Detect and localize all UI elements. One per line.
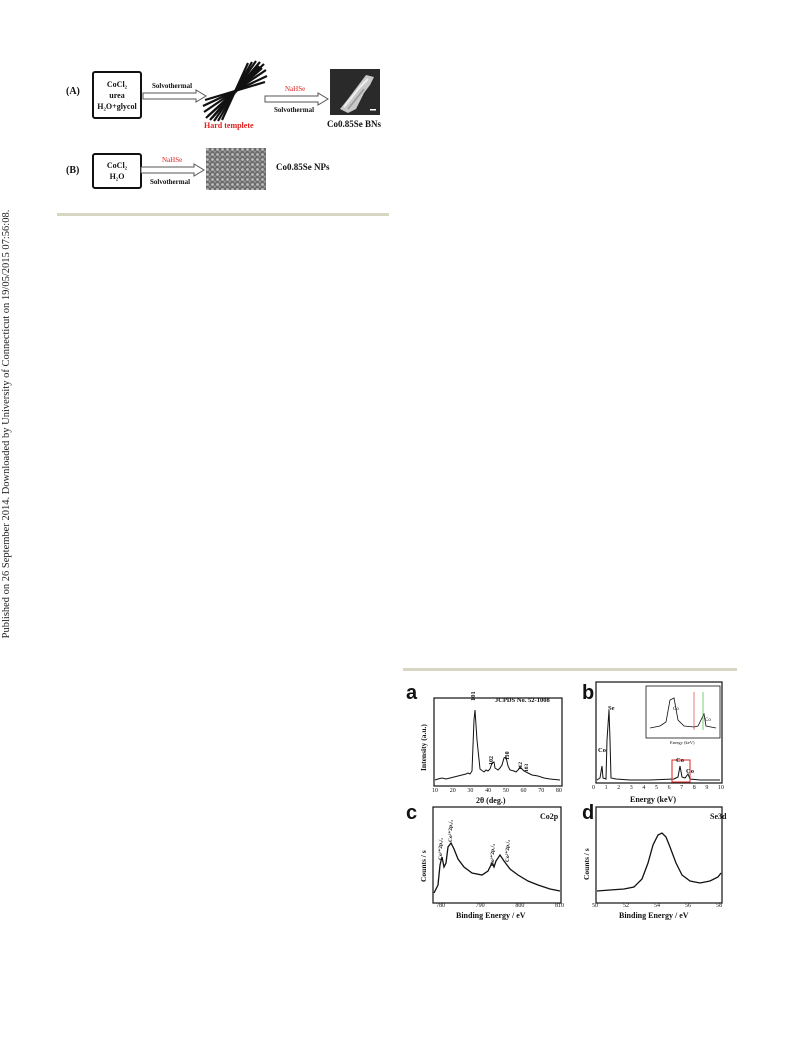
- scheme-a-precursor-box: [92, 71, 142, 119]
- panel-a-letter: a: [406, 682, 418, 704]
- eds-label-co-kb: Co: [686, 768, 694, 775]
- xps-se3d-xticks: [592, 903, 722, 909]
- peak-110: 110: [505, 751, 511, 760]
- co-se-nanoparticles-sem-image: [206, 148, 266, 190]
- xps-co2p-title: Co2p: [540, 812, 559, 821]
- x-tick: 54: [654, 903, 660, 909]
- x-tick: 0: [592, 785, 595, 791]
- eds-label-se: Se: [608, 705, 615, 712]
- x-tick: 810: [554, 903, 564, 909]
- peak-112: 112: [518, 762, 524, 770]
- peak-co3-2p12: Co³⁺2p₁/₂: [490, 844, 496, 866]
- x-tick: 6: [667, 785, 671, 791]
- eds-label-co-l: Co: [598, 747, 606, 754]
- scheme-a-arrow2-bottom: Solvothermal: [274, 106, 315, 114]
- precursor-line: H₂O+glycol: [97, 101, 137, 111]
- hard-template-label: Hard templete: [204, 121, 254, 130]
- x-tick: 40: [485, 788, 492, 794]
- scheme-a-arrow2: [264, 92, 330, 106]
- x-tick: 4: [642, 785, 646, 791]
- x-tick: 60: [520, 788, 527, 794]
- xps-se3d-title: Se3d: [710, 812, 727, 821]
- scheme-a-arrow1: [142, 89, 208, 103]
- x-tick: 10: [432, 788, 438, 794]
- x-tick: 2: [617, 785, 621, 791]
- x-tick: 8: [692, 785, 696, 791]
- xps-co2p-xticks: [436, 903, 564, 909]
- x-tick: 70: [538, 788, 545, 794]
- x-tick: 50: [592, 903, 598, 909]
- xrd-xticks: [432, 788, 562, 794]
- inset-label-co: Co: [705, 718, 711, 723]
- eds-chart: [590, 680, 730, 790]
- x-tick: 780: [436, 903, 445, 909]
- figure-divider: [403, 668, 737, 671]
- peak-co3-2p32: Co³⁺2p₃/₂: [438, 838, 444, 860]
- scheme-b-arrow: [140, 163, 206, 177]
- eds-xticks: [592, 785, 724, 791]
- scheme-b-arrow-bottom: Solvothermal: [150, 178, 191, 186]
- x-tick: 80: [555, 788, 562, 794]
- precursor-line: urea: [109, 90, 125, 100]
- xps-se3d-xlabel: Binding Energy / eV: [619, 911, 689, 920]
- xps-se3d-ylabel: Counts / s: [582, 848, 591, 880]
- scheme-a-product: Co0.85Se BNs: [327, 119, 382, 129]
- precursor-line: H₂O: [109, 172, 125, 181]
- peak-103: 103: [524, 763, 530, 772]
- panel-d-letter: d: [582, 802, 595, 824]
- eds-xlabel: Energy (keV): [630, 795, 676, 804]
- panel-b-letter: b: [582, 682, 595, 704]
- x-tick: 9: [705, 785, 709, 791]
- peak-101: 101: [470, 691, 477, 701]
- x-tick: 1: [604, 785, 608, 791]
- scheme-a-arrow1-label: Solvothermal: [152, 82, 193, 90]
- hard-template-image: [202, 60, 268, 122]
- x-tick: 800: [515, 903, 525, 909]
- scheme-a-label: (A): [66, 86, 80, 97]
- jcpds-reference: JCPDS No. 52-1008: [495, 697, 550, 704]
- inset-label-co: Co: [673, 707, 679, 712]
- xps-co2p-xlabel: Binding Energy / eV: [456, 911, 526, 920]
- x-tick: 58: [716, 903, 722, 909]
- x-tick: 3: [629, 785, 633, 791]
- peak-102: 102: [489, 756, 495, 765]
- inset-xlabel: Energy (keV): [670, 740, 695, 745]
- co-se-bundle-sem-image: [330, 69, 380, 115]
- eds-label-co-ka: Co: [676, 757, 684, 764]
- x-tick: 7: [680, 785, 684, 791]
- x-tick: 20: [449, 788, 456, 794]
- panel-c-letter: c: [406, 802, 418, 824]
- scheme-divider: [57, 213, 389, 216]
- scheme-a-arrow2-top: NaHSe: [285, 85, 306, 93]
- precursor-line: CoCl₂: [106, 79, 128, 89]
- xrd-ylabel: Intensity (a.u.): [419, 724, 428, 771]
- xrd-xlabel: 2θ (deg.): [476, 796, 506, 805]
- x-tick: 56: [685, 903, 691, 909]
- scheme-b-product: Co0.85Se NPs: [276, 162, 330, 172]
- xps-co2p-ylabel: Counts / s: [419, 850, 428, 882]
- x-tick: 30: [467, 788, 474, 794]
- peak-co2-2p32: Co²⁺2p₃/₂: [448, 820, 454, 842]
- x-tick: 10: [717, 785, 724, 791]
- xps-se3d-chart: [590, 805, 730, 905]
- precursor-line: CoCl₂: [106, 161, 128, 170]
- x-tick: 50: [502, 788, 509, 794]
- x-tick: 790: [475, 903, 485, 909]
- x-tick: 52: [623, 903, 629, 909]
- scheme-b-precursor-box: [92, 153, 142, 189]
- peak-co2-2p12: Co²⁺2p₁/₂: [505, 840, 511, 862]
- publication-note: Published on 26 September 2014. Downloaded by University of Connecticut on 19/05/2015 07:56:08.: [1, 209, 12, 639]
- scheme-b-arrow-top: NaHSe: [162, 156, 183, 164]
- scheme-b-label: (B): [66, 165, 80, 176]
- x-tick: 5: [654, 785, 658, 791]
